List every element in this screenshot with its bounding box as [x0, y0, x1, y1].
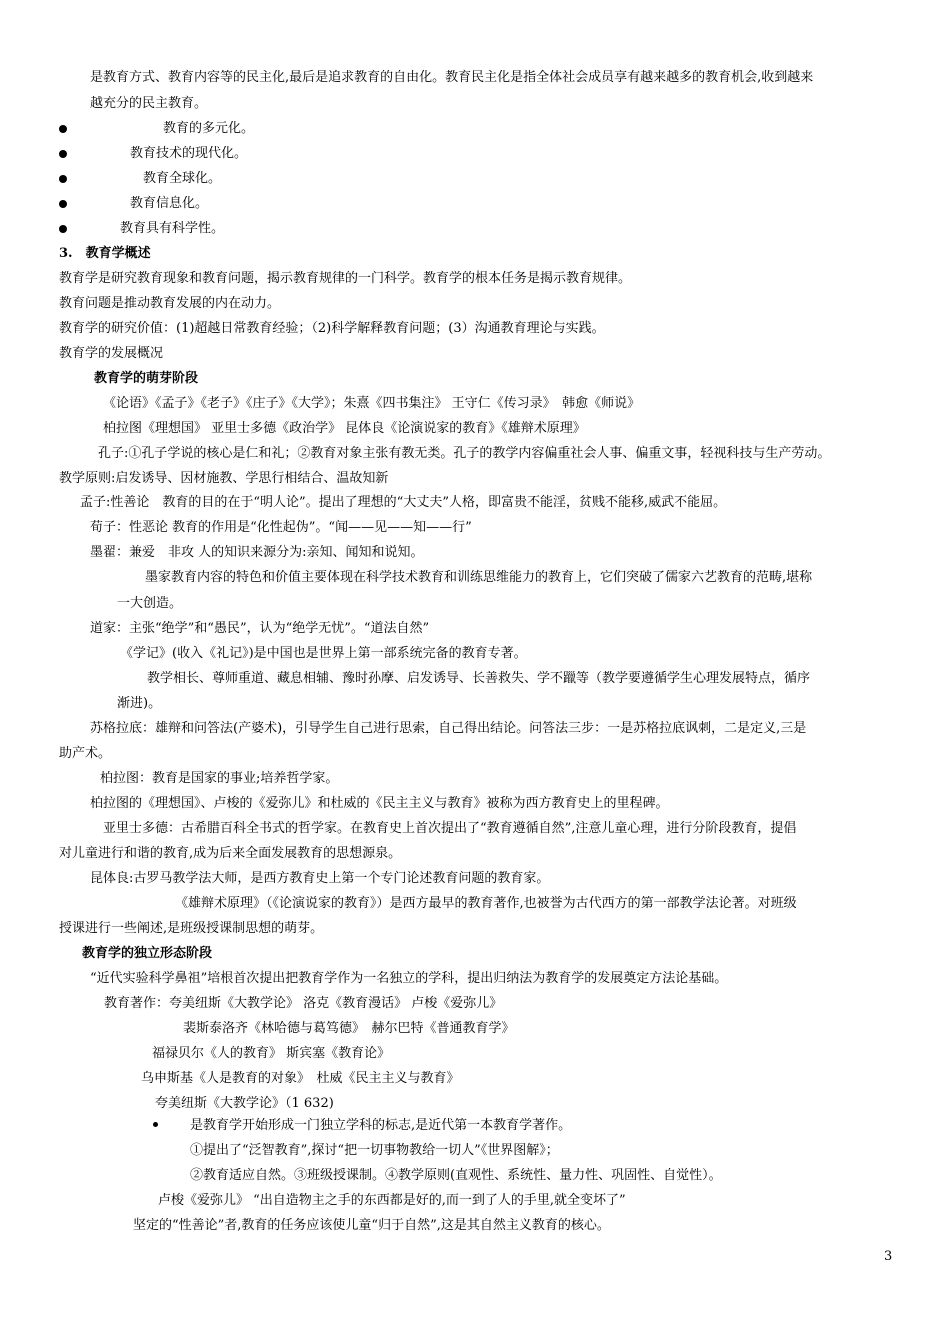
page-number: 3	[884, 1249, 893, 1264]
bullet-item: 教育信息化。	[130, 196, 209, 211]
paragraph: 对儿童进行和谐的教育,成为后来全面发展教育的思想源泉。	[59, 846, 402, 861]
paragraph: 墨家教育内容的特色和价值主要体现在科学技术教育和训练思维能力的教育上，它们突破了儒家六艺教育的范畴,堪称	[145, 570, 813, 585]
paragraph: 苏格拉底：雄辩和问答法(产婆术)，引导学生自己进行思索，自己得出结论。问答法三步：一是苏格拉底讽刺，二是定义,三是	[90, 721, 807, 736]
bullet-dot	[153, 1122, 158, 1127]
bullet-dot	[59, 200, 67, 208]
paragraph: 柏拉图《理想国》 亚里士多德《政治学》 昆体良《论演说家的教育》《雄辩术原理》	[103, 421, 586, 436]
paragraph: 道家：主张“绝学”和“愚民”，认为“绝学无忧”。“道法自然”	[90, 621, 430, 636]
paragraph: 教学相长、尊师重道、藏息相辅、豫时孙摩、启发诱导、长善救失、学不躐等（教学要遵循学生心理发展特点，循序	[147, 671, 811, 686]
paragraph: 《雄辩术原理》（《论演说家的教育》）是西方最早的教育著作,也被誉为古代西方的第一部教学法论著。对班级	[175, 896, 797, 911]
paragraph: 《学记》(收入《礼记》)是中国也是世界上第一部系统完备的教育专著。	[120, 646, 527, 661]
paragraph: 坚定的“性善论”者,教育的任务应该使儿童“归于自然”,这是其自然主义教育的核心。	[133, 1218, 610, 1233]
paragraph: “近代实验科学鼻祖”培根首次提出把教育学作为一名独立的学科，提出归纳法为教育学的发展奠定方法论基础。	[90, 971, 728, 986]
paragraph: 渐进)。	[117, 696, 162, 711]
paragraph: 教育学的研究价值：(1)超越日常教育经验；（2)科学解释教育问题；(3）沟通教育理论与实践。	[59, 321, 605, 336]
paragraph: 孔子:①孔子学说的核心是仁和礼；②教育对象主张有教无类。孔子的教学内容偏重社会人事、偏重文事，轻视科技与生产劳动。	[98, 446, 831, 461]
paragraph: 福禄贝尔《人的教育》 斯宾塞《教育论》	[152, 1046, 391, 1061]
intro-line-1: 是教育方式、教育内容等的民主化,最后是追求教育的自由化。教育民主化是指全体社会成员享有越来越多的教育机会,收到越来	[90, 70, 814, 85]
intro-line-2: 越充分的民主教育。	[90, 96, 208, 111]
bullet-dot	[59, 225, 67, 233]
paragraph: 助产术。	[59, 746, 112, 761]
bullet-item: 教育技术的现代化。	[130, 146, 248, 161]
paragraph: 教育问题是推动教育发展的内在动力。	[59, 296, 281, 311]
paragraph: 授课进行一些阐述,是班级授课制思想的萌芽。	[59, 921, 324, 936]
paragraph: 教育学是研究教育现象和教育问题，揭示教育规律的一门科学。教育学的根本任务是揭示教育规律。	[59, 271, 632, 286]
paragraph: 裴斯泰洛齐《林哈德与葛笃德》 赫尔巴特《普通教育学》	[183, 1021, 515, 1036]
subsection-heading-independent: 教育学的独立形态阶段	[82, 946, 213, 961]
paragraph: 是教育学开始形成一门独立学科的标志,是近代第一本教育学著作。	[190, 1118, 572, 1133]
paragraph: 夸美纽斯《大教学论》（1 632)	[155, 1096, 334, 1111]
bullet-item: 教育具有科学性。	[120, 221, 225, 236]
paragraph: 乌申斯基《人是教育的对象》 杜威《民主主义与教育》	[141, 1071, 460, 1086]
bullet-item: 教育全球化。	[143, 171, 222, 186]
paragraph: 昆体良:古罗马教学法大师，是西方教育史上第一个专门论述教育问题的教育家。	[90, 871, 550, 886]
paragraph: 墨翟：兼爱 非攻 人的知识来源分为:亲知、闻知和说知。	[90, 545, 424, 560]
paragraph: 荀子：性恶论 教育的作用是“化性起伪”。“闻——见——知——行”	[90, 520, 472, 535]
bullet-dot	[59, 175, 67, 183]
paragraph: 孟子:性善论 教育的目的在于“明人论”。提出了理想的“大丈夫”人格，即富贵不能淫，贫贱不能移,威武不能屈。	[80, 495, 727, 510]
bullet-item: 教育的多元化。	[163, 121, 255, 136]
paragraph: 柏拉图的《理想国》、卢梭的《爱弥儿》和杜威的《民主主义与教育》被称为西方教育史上的里程碑。	[90, 796, 669, 811]
paragraph: 教育著作：夸美纽斯《大教学论》 洛克《教育漫话》 卢梭《爱弥儿》	[104, 996, 503, 1011]
paragraph: 卢梭《爱弥儿》 “出自造物主之手的东西都是好的,而一到了人的手里,就全变坏了”	[158, 1193, 626, 1208]
bullet-dot	[59, 125, 67, 133]
bullet-dot	[59, 150, 67, 158]
paragraph: 《论语》《孟子》《老子》《庄子》《大学》；朱熹《四书集注》 王守仁《传习录》 韩愈《师说》	[103, 396, 641, 411]
section-3-heading: 3. 教育学概述	[59, 246, 151, 261]
paragraph: ①提出了“泛智教育”,探讨“把一切事物教给一切人”《世界图解》；	[190, 1143, 559, 1158]
subsection-heading-sprout: 教育学的萌芽阶段	[94, 371, 199, 386]
paragraph: 亚里士多德：古希腊百科全书式的哲学家。在教育史上首次提出了“教育遵循自然”,注意儿童心理，进行分阶段教育，提倡	[103, 821, 797, 836]
paragraph: 柏拉图：教育是国家的事业;培养哲学家。	[100, 771, 339, 786]
paragraph: ②教育适应自然。③班级授课制。④教学原则(直观性、系统性、量力性、巩固性、自觉性）。	[190, 1168, 722, 1183]
paragraph: 一大创造。	[117, 596, 183, 611]
paragraph: 教育学的发展概况	[59, 346, 164, 361]
paragraph: 教学原则:启发诱导、因材施教、学思行相结合、温故知新	[59, 471, 389, 486]
